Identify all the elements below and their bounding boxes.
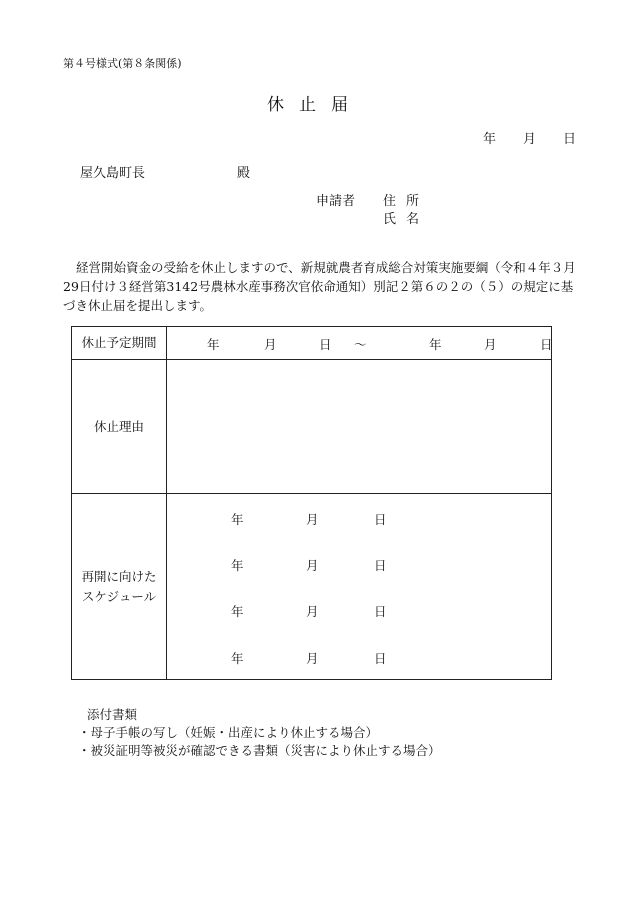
reason-row	[72, 360, 552, 494]
schedule-4-day: 日	[374, 651, 387, 666]
attachment-item: ・母子手帳の写し（妊娠・出産により休止する場合）	[78, 725, 379, 740]
period-label: 休止予定期間	[72, 327, 167, 360]
attachments-title: 添付書類	[87, 707, 138, 722]
schedule-3-day: 日	[374, 604, 387, 619]
name-label: 氏名	[383, 212, 430, 227]
attachment-item: ・被災証明等被災が確認できる書類（災害により休止する場合）	[78, 743, 441, 758]
schedule-1-month: 月	[306, 512, 319, 527]
period-end-month: 月	[484, 337, 497, 352]
schedule-2-month: 月	[306, 558, 319, 573]
date-month-label: 月	[523, 132, 537, 147]
schedule-3-year: 年	[231, 604, 244, 619]
schedule-3-month: 月	[306, 604, 319, 619]
schedule-1-day: 日	[374, 512, 387, 527]
date-year-label: 年	[483, 132, 497, 147]
period-start-year: 年	[207, 337, 220, 352]
schedule-4-year: 年	[231, 651, 244, 666]
period-tilde: ～	[354, 337, 367, 352]
period-start-day: 日	[319, 337, 332, 352]
period-row	[72, 327, 552, 360]
schedule-2-year: 年	[231, 558, 244, 573]
honorific: 殿	[237, 166, 251, 181]
period-start-month: 月	[264, 337, 277, 352]
schedule-value	[167, 494, 552, 680]
schedule-4-month: 月	[306, 651, 319, 666]
reason-label: 休止理由	[72, 360, 167, 494]
reason-value[interactable]	[167, 360, 552, 494]
form-number: 第４号様式(第８条関係)	[63, 57, 182, 70]
schedule-2-day: 日	[374, 558, 387, 573]
form-table	[71, 326, 552, 680]
period-value	[167, 327, 552, 360]
period-end-year: 年	[429, 337, 442, 352]
period-end-day: 日	[540, 337, 553, 352]
schedule-label-line1: 再開に向けた	[81, 568, 157, 584]
address-label: 住所	[383, 194, 430, 209]
body-text: 経営開始資金の受給を休止しますので、新規就農者育成総合対策実施要綱（令和４年３月29日付け３経営第3142号農林水産事務次官依命通知）別記２第６の２の（５）の規定に基づき休止届を提出します。	[63, 260, 576, 313]
schedule-label	[72, 494, 167, 680]
schedule-label-line2: スケジュール	[81, 588, 157, 604]
applicant-label: 申請者	[316, 194, 356, 209]
schedule-1-year: 年	[231, 512, 244, 527]
document-title: 休止届	[267, 95, 363, 115]
date-day-label: 日	[563, 132, 577, 147]
schedule-row	[72, 494, 552, 680]
addressee: 屋久島町長	[80, 166, 146, 181]
